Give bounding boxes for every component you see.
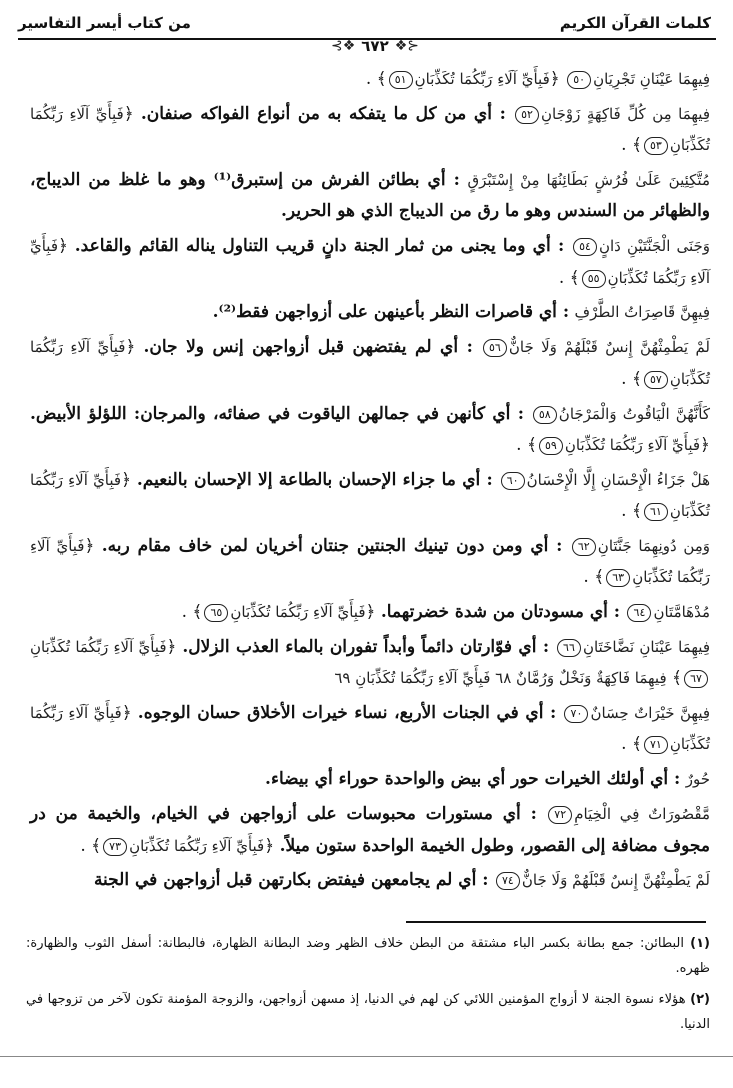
quran-phrase: مُتَّكِئِينَ عَلَىٰ فُرُشٍ بَطَائِنُهَا مِنْ إِسْتَبْرَقٍ <box>467 171 710 190</box>
additional-verse: فِيهِمَا فَاكِهَةٌ وَنَخْلٌ وَرُمَّانٌ ٦٨ فَبِأَيِّ آلَاءِ رَبِّكُمَا تُكَذِّبَانِ ٦٩ <box>334 669 667 688</box>
verse-number-icon: ٥١ <box>389 71 413 89</box>
header-title-left: من كتاب أيسر التفاسير <box>18 14 191 32</box>
tafsir-entry <box>30 165 710 228</box>
brace-close-icon: ﴾ <box>91 835 102 856</box>
quran-phrase: مَّقْصُورَاتٌ فِي الْخِيَامِ <box>574 805 710 824</box>
explanation-text: : أي لم يجامعهن فيفتض بكارتهن قبل أزواجهن في الجنة <box>93 870 489 891</box>
tafsir-entry <box>30 297 710 328</box>
explanation-text: : أي قاصرات النظر بأعينهن على أزواجهن فقط⁽²⁾. <box>212 302 570 323</box>
quran-phrase: فِيهِمَا عَيْنَانِ تَجْرِيَانِ <box>593 70 710 88</box>
brace-open-icon: ﴿ <box>121 469 132 490</box>
tafsir-entry: مُدْهَامَّتَانِ٦٤ : أي مسودتان من شدة خضرتهما. ﴿فَبِأَيِّ آلَاءِ رَبِّكُمَا تُكَذِّبَانِ٦٥﴾ . <box>181 602 710 623</box>
quran-phrase: كَأَنَّهُنَّ الْيَاقُوتُ وَالْمَرْجَانُ <box>558 404 710 423</box>
verse-number-icon: ٧٣ <box>103 838 127 856</box>
footnote-text: البطائن: جمع بطانة بكسر الباء مشتقة من البطن خلاف الظهر وضد البطانة الظهارة، فالبطانة: أسفل الثوب والظهارة: ظهره. <box>26 936 710 976</box>
quran-phrase: لَمْ يَطْمِثْهُنَّ إِنسٌ قَبْلَهُمْ وَلَا جَانٌّ <box>508 338 710 357</box>
verse-number-icon: ٧٠ <box>564 705 588 723</box>
quran-phrase: هَلْ جَزَاءُ الْإِحْسَانِ إِلَّا الْإِحْسَانُ <box>526 470 711 489</box>
page-number: ٦٧٢ <box>361 37 389 55</box>
tafsir-entry: وَجَنَى الْجَنَّتَيْنِ دَانٍ٥٤ : أي وما يجنى من ثمار الجنة دانٍ قريب التناول يناله القائم والقاعد. ﴿فَبِأَيِّ آلَاءِ رَبِّكُمَا تُكَذِّبَانِ٥٥﴾ . <box>30 236 711 288</box>
verse-number-icon: ٥٦ <box>483 339 507 357</box>
tafsir-entry <box>30 764 710 795</box>
tafsir-entry <box>30 632 710 695</box>
verse-number-icon: ٧٤ <box>496 872 520 890</box>
quran-phrase: لَمْ يَطْمِثْهُنَّ إِنسٌ قَبْلَهُمْ وَلَا جَانٌّ <box>521 871 710 890</box>
brace-close-icon: ﴾ <box>526 434 537 455</box>
brace-open-icon: ﴿ <box>166 636 177 657</box>
refrain-phrase: فَبِأَيِّ آلَاءِ رَبِّكُمَا تُكَذِّبَانِ <box>230 603 366 622</box>
quran-phrase: حُورٌ <box>685 770 710 789</box>
brace-open-icon: ﴿ <box>121 703 132 724</box>
brace-close-icon: ﴾ <box>631 135 642 156</box>
footnote <box>26 987 710 1037</box>
ornament-left-icon: ⊰❖ <box>330 38 356 54</box>
verse-number-icon: ٥٠ <box>567 71 591 89</box>
verse-number-icon: ٦٢ <box>572 538 596 556</box>
tafsir-entry: وَمِن دُونِهِمَا جَنَّتَانِ٦٢ : أي ومن دون تينيك الجنتين جنتان أخريان لمن خاف مقام ربه. ﴿فَبِأَيِّ آلَاءِ رَبِّكُمَا تُكَذِّبَانِ٦٣﴾ . <box>30 535 711 588</box>
tafsir-entry: هَلْ جَزَاءُ الْإِحْسَانِ إِلَّا الْإِحْسَانُ٦٠ : أي ما جزاء الإحسان بالطاعة إلا الإحسان بالنعيم. ﴿فَبِأَيِّ آلَاءِ رَبِّكُمَا تُكَذِّبَانِ٦١﴾ . <box>30 469 711 522</box>
verse-number-icon: ٥٢ <box>515 106 539 124</box>
explanation-text: : أي لم يفتضهن قبل أزواجهن إنس ولا جان. <box>143 337 473 358</box>
refrain-phrase: فَبِأَيِّ آلَاءِ رَبِّكُمَا تُكَذِّبَانِ <box>414 70 550 88</box>
tafsir-content <box>30 64 710 900</box>
verse-number-icon: ٦١ <box>644 503 668 521</box>
refrain-phrase: فَبِأَيِّ آلَاءِ رَبِّكُمَا تُكَذِّبَانِ <box>30 704 710 754</box>
quran-phrase: وَجَنَى الْجَنَّتَيْنِ دَانٍ <box>598 237 711 256</box>
brace-open-icon: ﴿ <box>700 434 710 455</box>
quran-phrase: فِيهِمَا مِن كُلِّ فَاكِهَةٍ زَوْجَانِ <box>541 104 711 123</box>
verse-number-icon: ٥٥ <box>582 270 606 288</box>
tafsir-entry: كَأَنَّهُنَّ الْيَاقُوتُ وَالْمَرْجَانُ٥٨ : أي كأنهن في جمالهن الياقوت في صفائه، والمرجان: اللؤلؤ الأبيض. ﴿فَبِأَيِّ آلَاءِ رَبِّكُمَا تُكَذِّبَانِ٥٩﴾ . <box>30 403 710 455</box>
brace-close-icon: ﴾ <box>672 668 682 689</box>
verse-number-icon: ٦٣ <box>606 569 630 587</box>
verse-number-icon: ٥٩ <box>539 437 563 455</box>
brace-open-icon: ﴿ <box>58 236 68 257</box>
verse-number-icon: ٥٣ <box>644 137 668 155</box>
quran-phrase: فِيهِنَّ قَاصِرَاتُ الطَّرْفِ <box>574 303 710 322</box>
bottom-edge <box>0 1056 733 1057</box>
brace-close-icon: ﴾ <box>594 567 605 588</box>
verse-number-icon: ٦٥ <box>204 604 228 622</box>
refrain-phrase: فَبِأَيِّ آلَاءِ رَبِّكُمَا تُكَذِّبَانِ <box>30 237 710 287</box>
brace-close-icon: ﴾ <box>569 267 580 288</box>
explanation-text: : أي في الجنات الأربع، نساء خيرات الأخلاق حسان الوجوه. <box>137 703 557 724</box>
tafsir-entry <box>30 865 710 896</box>
brace-open-icon: ﴿ <box>264 835 275 856</box>
quran-phrase: فِيهِمَا عَيْنَانِ نَضَّاخَتَانِ <box>582 637 710 656</box>
brace-open-icon: ﴿ <box>125 337 136 358</box>
brace-close-icon: ﴾ <box>376 69 387 89</box>
verse-number-icon: ٦٧ <box>684 670 708 688</box>
page-number-ornament <box>300 35 450 57</box>
explanation-text: : أي ما جزاء الإحسان بالطاعة إلا الإحسان بالنعيم. <box>136 469 493 490</box>
footnote <box>26 931 710 981</box>
explanation-text: : أي أولئك الخيرات حور أي بيض والواحدة حوراء أي بيضاء. <box>265 769 681 790</box>
refrain-phrase: فَبِأَيِّ آلَاءِ رَبِّكُمَا تُكَذِّبَانِ <box>30 104 710 155</box>
ornament-right-icon: ❖⊱ <box>394 38 420 54</box>
brace-close-icon: ﴾ <box>631 368 642 389</box>
header-title-right: كلمات القرآن الكريم <box>559 14 711 32</box>
tafsir-entry: فِيهِنَّ خَيْرَاتٌ حِسَانٌ٧٠ : أي في الجنات الأربع، نساء خيرات الأخلاق حسان الوجوه. ﴿فَبِأَيِّ آلَاءِ رَبِّكُمَا تُكَذِّبَانِ٧١﴾ . <box>30 703 711 755</box>
verse-number-icon: ٧١ <box>644 736 668 754</box>
tafsir-entry: لَمْ يَطْمِثْهُنَّ إِنسٌ قَبْلَهُمْ وَلَا جَانٌّ٥٦ : أي لم يفتضهن قبل أزواجهن إنس ولا جان. ﴿فَبِأَيِّ آلَاءِ رَبِّكُمَا تُكَذِّبَانِ٥٧﴾ . <box>30 337 710 389</box>
tafsir-entry: فِيهِمَا مِن كُلِّ فَاكِهَةٍ زَوْجَانِ٥٢ : أي من كل ما يتفكه به من أنواع الفواكه صنفان. ﴿فَبِأَيِّ آلَاءِ رَبِّكُمَا تُكَذِّبَانِ٥٣﴾ . <box>30 103 711 156</box>
verse-number-icon: ٥٨ <box>533 406 557 424</box>
quran-phrase: مُدْهَامَّتَانِ <box>653 603 710 622</box>
explanation-text: : أي بطائن الفرش من إستبرق⁽¹⁾ وهو ما غلظ من الديباج، والظهائر من السندس وهو ما رق من الديباج الذي هو الحرير. <box>30 170 710 222</box>
explanation-text: : أي وما يجنى من ثمار الجنة دانٍ قريب التناول يناله القائم والقاعد. <box>74 236 565 257</box>
footnote-rule <box>406 921 706 923</box>
refrain-phrase: فَبِأَيِّ آلَاءِ رَبِّكُمَا تُكَذِّبَانِ <box>30 536 710 587</box>
refrain-phrase: فَبِأَيِّ آلَاءِ رَبِّكُمَا تُكَذِّبَانِ <box>30 637 167 656</box>
explanation-text: : أي مسودتان من شدة خضرتهما. <box>380 602 621 623</box>
brace-open-icon: ﴿ <box>123 103 134 124</box>
verse-number-icon: ٥٧ <box>644 371 668 389</box>
verse-number-icon: ٧٢ <box>548 806 572 824</box>
footnote-number: (١) <box>690 936 710 951</box>
quran-phrase: فِيهِنَّ خَيْرَاتٌ حِسَانٌ <box>590 704 711 723</box>
refrain-phrase: فَبِأَيِّ آلَاءِ رَبِّكُمَا تُكَذِّبَانِ <box>30 338 710 388</box>
verse-number-icon: ٦٠ <box>501 472 525 490</box>
explanation-text: : أي ومن دون تينيك الجنتين جنتان أخريان لمن خاف مقام ربه. <box>101 535 563 556</box>
explanation-text: : أي من كل ما يتفكه به من أنواع الفواكه صنفان. <box>140 103 506 124</box>
tafsir-entry: فِيهِمَا عَيْنَانِ تَجْرِيَانِ٥٠ ﴿فَبِأَيِّ آلَاءِ رَبِّكُمَا تُكَذِّبَانِ٥١﴾ . <box>365 69 710 89</box>
refrain-phrase: فَبِأَيِّ آلَاءِ رَبِّكُمَا تُكَذِّبَانِ <box>129 836 265 855</box>
footnotes <box>26 931 710 1043</box>
explanation-text: : أي فوّارتان دائماً وأبداً تفوران بالماء العذب الزلال. <box>182 636 550 657</box>
footnote-text: هؤلاء نسوة الجنة لا أزواج المؤمنين اللائي كن لهم في الدنيا، إذ مسهن أزواجهن، والزوجة المؤمنة تكون لآخر من تزوجها في الدنيا. <box>26 992 710 1032</box>
brace-close-icon: ﴾ <box>631 501 642 522</box>
verse-number-icon: ٦٤ <box>627 604 651 622</box>
quran-phrase: وَمِن دُونِهِمَا جَنَّتَانِ <box>597 536 711 555</box>
verse-number-icon: ٦٦ <box>557 639 581 657</box>
brace-open-icon: ﴿ <box>549 69 560 89</box>
footnote-number: (٢) <box>690 992 710 1007</box>
refrain-phrase: فَبِأَيِّ آلَاءِ رَبِّكُمَا تُكَذِّبَانِ <box>30 470 710 521</box>
brace-close-icon: ﴾ <box>192 602 203 623</box>
brace-open-icon: ﴿ <box>365 602 376 623</box>
brace-open-icon: ﴿ <box>84 535 95 556</box>
explanation-text: : أي كأنهن في جمالهن الياقوت في صفائه، والمرجان: اللؤلؤ الأبيض. <box>30 403 524 424</box>
refrain-phrase: فَبِأَيِّ آلَاءِ رَبِّكُمَا تُكَذِّبَانِ <box>564 435 701 454</box>
explanation-text: : أي مستورات محبوسات على أزواجهن في الخيام، والخيمة من در مجوف مضافة إلى القصور، وطول الخيمة الواحدة ستون ميلاً. <box>30 804 710 856</box>
brace-close-icon: ﴾ <box>631 734 642 755</box>
verse-number-icon: ٥٤ <box>573 238 597 256</box>
tafsir-entry: مَّقْصُورَاتٌ فِي الْخِيَامِ٧٢ : أي مستورات محبوسات على أزواجهن في الخيام، والخيمة من در مجوف مضافة إلى القصور، وطول الخيمة الواحدة ستون ميلاً. ﴿فَبِأَيِّ آلَاءِ رَبِّكُمَا تُكَذِّبَانِ٧٣﴾ . <box>30 804 710 856</box>
